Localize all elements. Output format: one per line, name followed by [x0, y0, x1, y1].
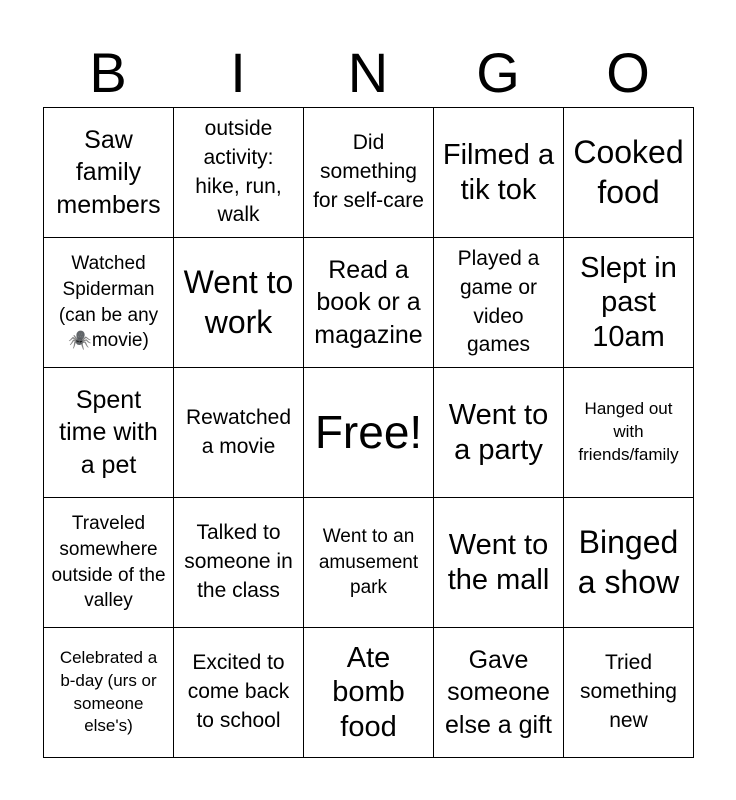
- cell-text: Spent time with a pet: [59, 385, 158, 479]
- cell-text: Went to a party: [448, 399, 549, 466]
- header-letter-o: O: [606, 41, 650, 104]
- cell-text: Binged a show: [577, 524, 680, 600]
- cell-text: outside activity: hike, run, walk: [195, 116, 282, 227]
- bingo-cell[interactable]: [44, 238, 174, 368]
- bingo-cell[interactable]: [174, 108, 304, 238]
- bingo-cell[interactable]: [304, 498, 434, 628]
- header-letter-b: B: [89, 41, 127, 104]
- bingo-cell[interactable]: [174, 498, 304, 628]
- bingo-cell[interactable]: [44, 498, 174, 628]
- bingo-cell[interactable]: [564, 108, 694, 238]
- cell-text: Tried something new: [580, 651, 677, 732]
- free-space[interactable]: [304, 368, 434, 498]
- cell-text: Did something for self-care: [313, 131, 424, 212]
- cell-text: Talked to someone in the class: [184, 521, 293, 602]
- bingo-cell[interactable]: [44, 368, 174, 498]
- bingo-cell[interactable]: [174, 238, 304, 368]
- cell-text: Read a book or a magazine: [314, 255, 423, 349]
- cell-text: Celebrated a b-day (urs or someone else's): [59, 647, 158, 736]
- bingo-cell[interactable]: [434, 498, 564, 628]
- cell-text: Went to an amusement park: [318, 526, 419, 599]
- bingo-cell[interactable]: [434, 108, 564, 238]
- cell-text: Ate bomb food: [332, 642, 405, 743]
- header-letter-n: N: [347, 41, 389, 104]
- cell-text: Gave someone else a gift: [444, 645, 552, 739]
- cell-text: Hanged out with friends/family: [578, 399, 679, 464]
- bingo-cell[interactable]: [564, 498, 694, 628]
- bingo-cell[interactable]: [304, 108, 434, 238]
- bingo-cell[interactable]: [304, 628, 434, 758]
- bingo-cell[interactable]: [564, 368, 694, 498]
- bingo-cell[interactable]: [304, 238, 434, 368]
- bingo-board: [43, 107, 694, 758]
- header-letter-i: I: [230, 41, 246, 104]
- bingo-cell[interactable]: [434, 368, 564, 498]
- cell-text: Slept in past 10am: [580, 252, 677, 353]
- bingo-cell[interactable]: [434, 628, 564, 758]
- cell-text: Filmed a tik tok: [442, 139, 555, 206]
- bingo-header: [43, 40, 693, 106]
- cell-text: Went to the mall: [447, 529, 550, 596]
- cell-text: Cooked food: [573, 134, 684, 210]
- cell-text: Traveled somewhere outside of the valley: [51, 513, 166, 612]
- header-letter-g: G: [476, 41, 520, 104]
- bingo-cell[interactable]: [174, 368, 304, 498]
- bingo-cell[interactable]: [434, 238, 564, 368]
- cell-text: Played a game or video games: [457, 246, 540, 357]
- cell-text: Excited to come back to school: [187, 651, 290, 732]
- bingo-cell[interactable]: [564, 238, 694, 368]
- bingo-cell[interactable]: [174, 628, 304, 758]
- cell-text: Free!: [314, 406, 423, 459]
- cell-text: Went to work: [183, 264, 294, 340]
- cell-text: Watched Spiderman (can be any 🕷️movie): [58, 253, 159, 352]
- bingo-cell[interactable]: [564, 628, 694, 758]
- cell-text: Saw family members: [56, 125, 161, 219]
- bingo-cell[interactable]: [44, 108, 174, 238]
- bingo-cell[interactable]: [44, 628, 174, 758]
- cell-text: Rewatched a movie: [185, 405, 292, 458]
